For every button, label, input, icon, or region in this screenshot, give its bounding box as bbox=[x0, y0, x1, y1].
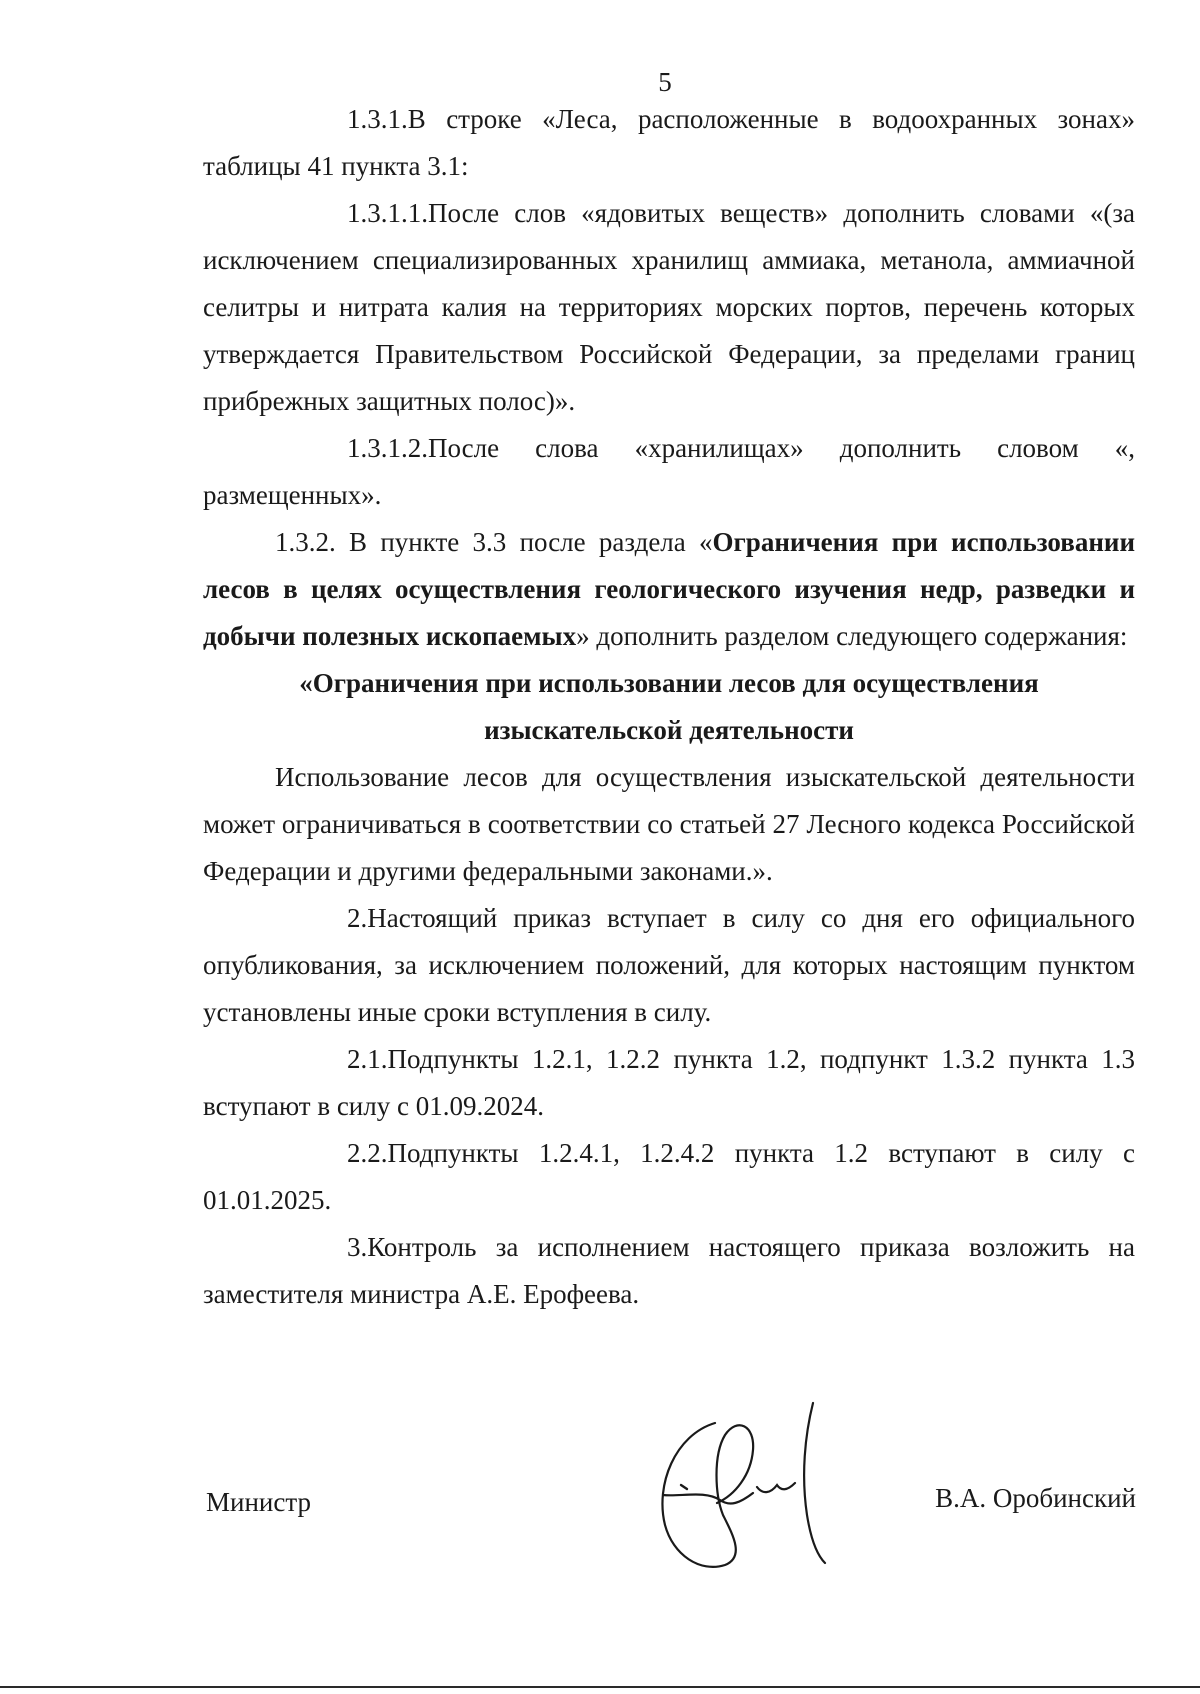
section-title-reference: Ограничения при использовании лесов в целях осуществления геологического изучения недр, разведки и добычи полезных ископаемых bbox=[203, 527, 1135, 651]
signature-block bbox=[0, 1395, 1200, 1575]
paragraph-text: Подпункты 1.2.1, 1.2.2 пункта 1.2, подпункт 1.3.2 пункта 1.3 вступают в силу с 01.09.2024. bbox=[203, 1044, 1135, 1121]
paragraph-1-3-1-2 bbox=[203, 425, 1135, 519]
paragraph-1-3-1 bbox=[203, 96, 1135, 190]
section-heading-line-2: изыскательской деятельности bbox=[484, 715, 854, 745]
handwritten-signature bbox=[645, 1395, 905, 1575]
paragraph-3 bbox=[203, 1224, 1135, 1318]
paragraph-number: 1.3.1.2. bbox=[347, 433, 428, 463]
paragraph-2-1 bbox=[203, 1036, 1135, 1130]
signature-flourish bbox=[804, 1403, 825, 1563]
paragraph-1-3-1-1 bbox=[203, 190, 1135, 425]
bottom-scan-edge bbox=[0, 1686, 1200, 1688]
paragraph-number: 3. bbox=[347, 1232, 368, 1262]
paragraph-number: 2.2. bbox=[347, 1138, 388, 1168]
section-heading-line-1: «Ограничения при использовании лесов для осуществления bbox=[299, 668, 1039, 698]
paragraph-text: Использование лесов для осуществления изыскательской деятельности может ограничиваться в соответствии со статьей 27 Лесного кодекса Российской Федерации и другими федеральными законами.». bbox=[203, 762, 1135, 886]
paragraph-2 bbox=[203, 895, 1135, 1036]
paragraph-text: Подпункты 1.2.4.1, 1.2.4.2 пункта 1.2 вступают в силу с 01.01.2025. bbox=[203, 1138, 1135, 1215]
paragraph-text-prefix: 1.3.2. В пункте 3.3 после раздела « bbox=[275, 527, 713, 557]
paragraph-number: 1.3.1.1. bbox=[347, 198, 428, 228]
paragraph-2-2 bbox=[203, 1130, 1135, 1224]
paragraph-text-suffix: » дополнить разделом следующего содержания: bbox=[576, 621, 1128, 651]
paragraph-text: Настоящий приказ вступает в силу со дня его официального опубликования, за исключением положений, для которых настоящим пунктом установлены иные сроки вступления в силу. bbox=[203, 903, 1135, 1027]
signature-dot bbox=[681, 1485, 687, 1489]
signer-position: Министр bbox=[206, 1487, 311, 1517]
paragraph-number: 2. bbox=[347, 903, 368, 933]
document-body bbox=[203, 96, 1135, 1318]
paragraph-section-body bbox=[203, 754, 1135, 895]
paragraph-1-3-2 bbox=[203, 519, 1135, 660]
paragraph-text: Контроль за исполнением настоящего приказа возложить на заместителя министра А.Е. Ерофеева. bbox=[203, 1232, 1135, 1309]
paragraph-text: После слов «ядовитых веществ» дополнить словами «(за исключением специализированных хранилищ аммиака, метанола, аммиачной селитры и нитрата калия на территориях морских портов, перечень которых утверждается Правительством Российской Федерации, за пределами границ прибрежных защитных полос)». bbox=[203, 198, 1135, 416]
paragraph-number: 1.3.1. bbox=[347, 104, 408, 134]
paragraph-text: После слова «хранилищах» дополнить словом «, размещенных». bbox=[203, 433, 1135, 510]
paragraph-number: 2.1. bbox=[347, 1044, 388, 1074]
paragraph-text: В строке «Леса, расположенные в водоохранных зонах» таблицы 41 пункта 3.1: bbox=[203, 104, 1135, 181]
signature-stroke bbox=[662, 1423, 795, 1567]
signer-name: В.А. Оробинский bbox=[935, 1483, 1136, 1513]
page-number: 5 bbox=[658, 67, 672, 97]
